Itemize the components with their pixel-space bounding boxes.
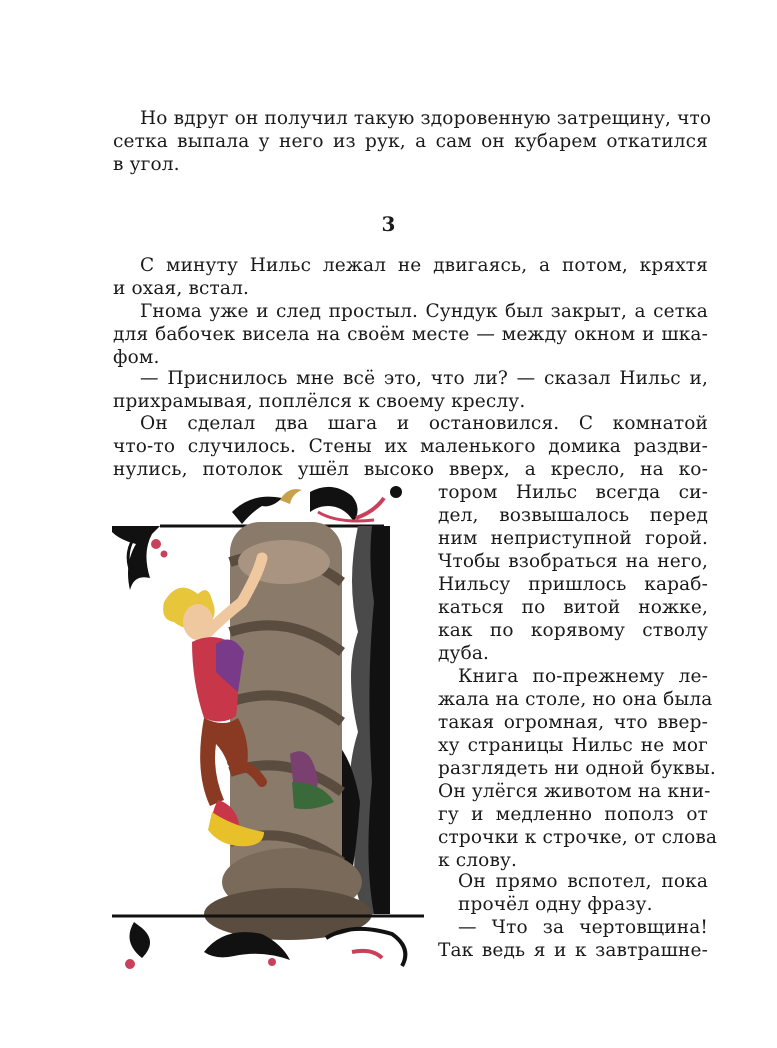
text-line: Так ведь я и к завтрашне-: [438, 940, 708, 961]
text-line: для бабочек висела на своём месте — между окном и шка-: [113, 324, 708, 345]
text-line: Нильсу пришлось караб-: [438, 574, 708, 595]
text-line: тором Нильс всегда си-: [438, 482, 708, 503]
text-line: Но вдруг он получил такую здоровенную затрещину, что: [140, 108, 712, 129]
text-line: каться по витой ножке,: [438, 597, 708, 618]
text-line: гу и медленно пополз от: [438, 804, 708, 825]
text-line: сетка выпала у него из рук, а сам он кубарем откатился: [113, 131, 708, 152]
text-line: такая огромная, что ввер-: [438, 712, 708, 733]
text-line: как по корявому стволу: [438, 620, 708, 641]
text-line: Книга по-прежнему ле-: [458, 666, 708, 687]
text-line: жала на столе, но она была: [438, 689, 713, 710]
text-line: Гнома уже и след простыл. Сундук был закрыт, а сетка: [140, 301, 708, 322]
text-line: Он улёгся животом на кни-: [438, 781, 711, 802]
text-line: нулись, потолок ушёл высоко вверх, а кресло, на ко-: [113, 459, 708, 480]
text-line: разглядеть ни одной буквы.: [438, 758, 716, 779]
text-line: — Приснилось мне всё это, что ли? — сказал Нильс и,: [140, 368, 708, 389]
text-line: Чтобы взобраться на него,: [438, 551, 708, 572]
text-line: ним неприступной горой.: [438, 528, 708, 549]
chapter-number: 3: [381, 212, 396, 236]
text-line: фом.: [113, 347, 160, 368]
text-line: Он сделал два шага и остановился. С комнатой: [140, 413, 708, 434]
text-line: прочёл одну фразу.: [458, 894, 653, 915]
text-line: в угол.: [113, 154, 180, 175]
text-line: Он прямо вспотел, пока: [458, 871, 708, 892]
text-line: ху страницы Нильс не мог: [438, 735, 708, 756]
nils-climbing-illustration: [112, 482, 424, 976]
text-line: — Что за чертовщина!: [458, 917, 708, 938]
text-line: прихрамывая, поплёлся к своему креслу.: [113, 391, 526, 412]
text-line: дел, возвышалось перед: [438, 505, 708, 526]
text-line: к слову.: [438, 850, 518, 871]
text-line: и охая, встал.: [113, 278, 250, 299]
text-line: что-то случилось. Стены их маленького домика раздви-: [113, 436, 708, 457]
text-line: дуба.: [438, 643, 490, 664]
text-line: строчки к строчке, от слова: [438, 827, 718, 848]
text-line: С минуту Нильс лежал не двигаясь, а потом, кряхтя: [140, 255, 708, 276]
